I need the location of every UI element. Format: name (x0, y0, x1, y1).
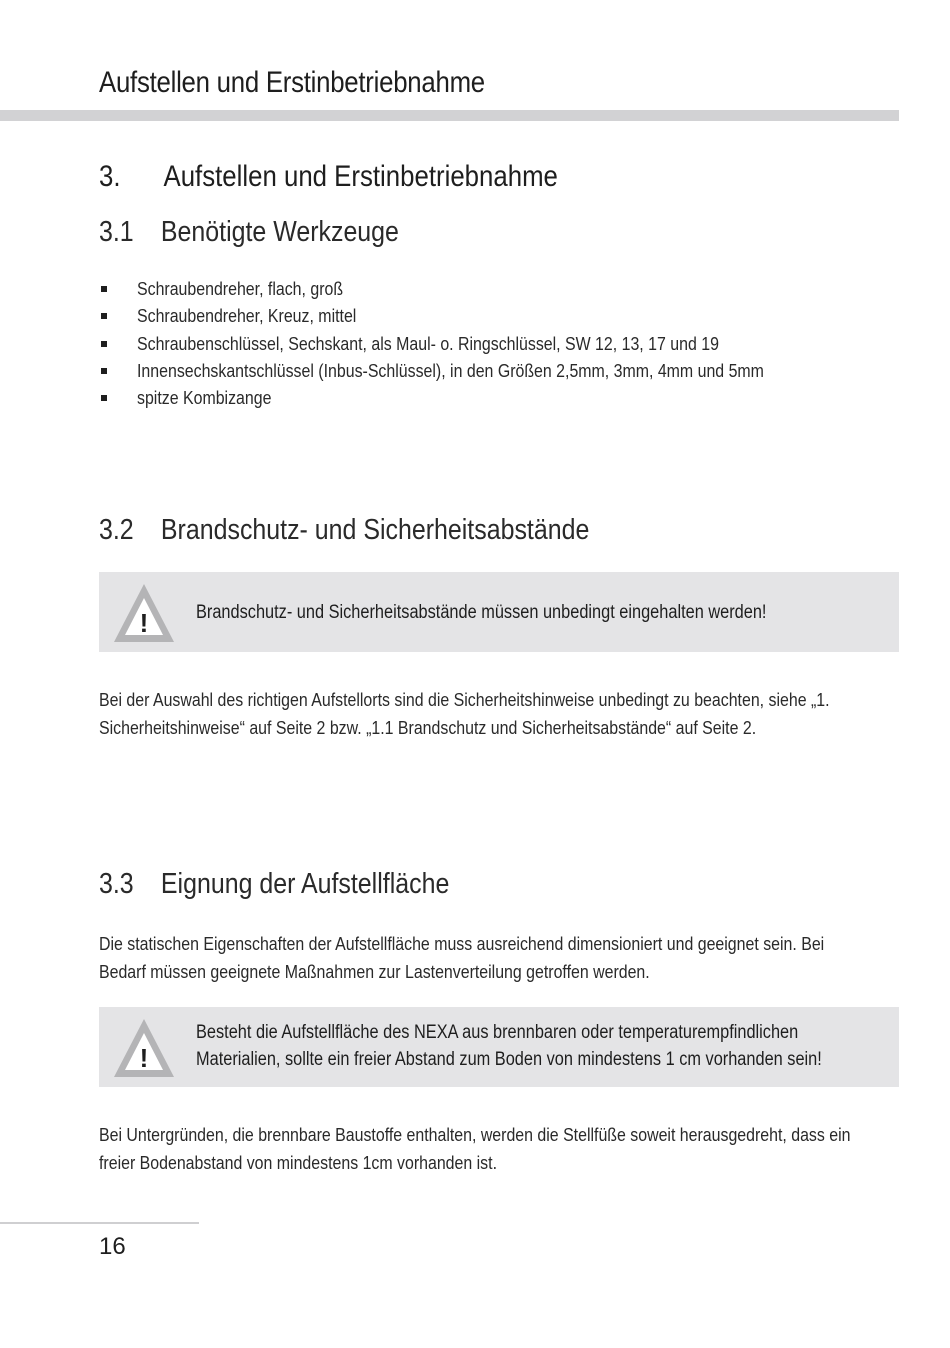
paragraph-line: freier Bodenabstand von mindestens 1cm vorhanden ist. (99, 1151, 497, 1173)
warning-text (196, 1019, 822, 1073)
bullet-icon (101, 341, 107, 347)
chapter-number: 3. (99, 160, 121, 193)
section-3-2-heading (99, 514, 589, 547)
section-number: 3.3 (99, 868, 134, 900)
bullet-icon (101, 395, 107, 401)
section-number: 3.1 (99, 216, 134, 248)
paragraph (99, 1121, 851, 1176)
warning-box (99, 1007, 899, 1087)
page-number: 16 (99, 1233, 126, 1260)
header-divider (0, 110, 899, 121)
section-title: Brandschutz- und Sicherheitsabstände (160, 514, 590, 546)
paragraph-line: Sicherheitshinweise“ auf Seite 2 bzw. „1.1 Brandschutz und Sicherheitsabstände“ auf Seite 2. (99, 716, 757, 738)
warning-line: Materialien, sollte ein freier Abstand zum Boden von mindestens 1 cm vorhanden sein! (196, 1049, 822, 1070)
paragraph (99, 930, 824, 985)
warning-box (99, 572, 899, 652)
warning-line: Besteht die Aufstellfläche des NEXA aus brennbaren oder temperaturempfindlichen (196, 1022, 799, 1043)
warning-symbol: ! (139, 608, 149, 638)
paragraph-line: Bei der Auswahl des richtigen Aufstellorts sind die Sicherheitshinweise unbedingt zu beachten, siehe „1. (99, 689, 830, 710)
chapter-heading (99, 160, 558, 194)
section-title: Eignung der Aufstellfläche (160, 868, 450, 900)
paragraph-line: Bedarf müssen geeignete Maßnahmen zur Lastenverteilung getroffen werden. (99, 960, 650, 982)
bullet-icon (101, 313, 107, 319)
bullet-icon (101, 286, 107, 292)
footer-divider (0, 1222, 199, 1224)
section-title: Benötigte Werkzeuge (160, 216, 399, 248)
section-number: 3.2 (99, 514, 134, 546)
paragraph-line: Die statischen Eigenschaften der Aufstellfläche muss ausreichend dimensioniert und geeignet sein. Bei (99, 933, 825, 954)
bullet-icon (101, 368, 107, 374)
warning-symbol: ! (139, 1043, 149, 1073)
chapter-title: Aufstellen und Erstinbetriebnahme (163, 160, 558, 193)
paragraph-line: Bei Untergründen, die brennbare Baustoffe enthalten, werden die Stellfüße soweit herausgedreht, dass ein (99, 1124, 851, 1145)
warning-triangle-icon (112, 580, 176, 644)
section-3-3-heading (99, 868, 449, 901)
paragraph (99, 686, 830, 741)
warning-triangle-icon (112, 1015, 176, 1079)
page-header-title: Aufstellen und Erstinbetriebnahme (99, 66, 485, 99)
warning-text: Brandschutz- und Sicherheitsabstände müssen unbedingt eingehalten werden! (196, 602, 767, 623)
section-3-1-heading (99, 216, 399, 249)
